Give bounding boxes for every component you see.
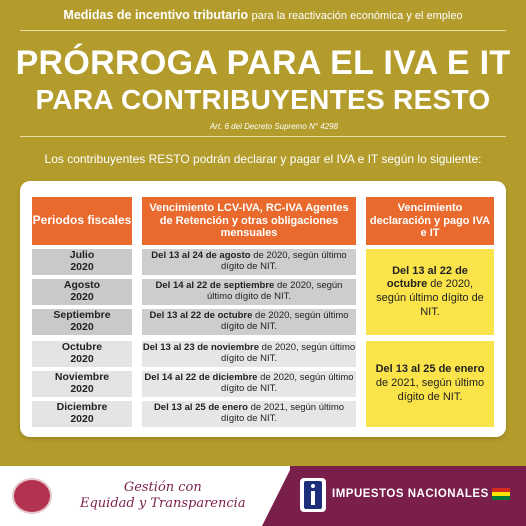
- period-month: Octubre: [61, 341, 103, 354]
- period-cell: [32, 309, 132, 335]
- schedule-table: [20, 181, 506, 437]
- due-date-cell: [142, 401, 356, 427]
- declaration-deadline: [366, 341, 494, 427]
- decree-reference: Art. 6 del Decreto Supremo N° 4298: [209, 122, 338, 131]
- declaration-deadline: [366, 249, 494, 335]
- header-sub: para la reactivación económica y el empleo: [251, 10, 463, 22]
- due-date-bold: Del 14 al 22 de septiembre: [155, 280, 275, 292]
- period-month: Diciembre: [56, 401, 108, 414]
- period-cell: [32, 279, 132, 305]
- impuestos-logo-icon: [300, 478, 326, 512]
- due-date-rest: de 2020, según último dígito de NIT.: [221, 250, 347, 272]
- period-year: 2020: [70, 383, 94, 395]
- due-date-rest: de 2021, según último dígito de NIT.: [221, 402, 345, 424]
- due-date-bold: Del 13 al 23 de noviembre: [142, 342, 260, 354]
- period-year: 2020: [70, 321, 94, 333]
- period-cell: [32, 371, 132, 397]
- divider-middle: [20, 136, 506, 137]
- period-cell: [32, 249, 132, 275]
- period-year: 2020: [70, 353, 94, 365]
- declaration-bold: Del 13 al 25 de enero: [375, 363, 485, 376]
- due-date-bold: Del 13 al 24 de agosto: [151, 250, 251, 262]
- period-month: Noviembre: [54, 371, 110, 384]
- due-date-cell: [142, 249, 356, 275]
- gestion-slogan: [80, 480, 246, 511]
- period-year: 2020: [70, 413, 94, 425]
- period-cell: [32, 401, 132, 427]
- declaration-rest: de 2020, según último dígito de NIT.: [376, 278, 484, 318]
- bolivia-flag-icon: [492, 488, 510, 500]
- due-date-rest: de 2020, según último dígito de NIT.: [221, 342, 356, 364]
- due-date-rest: de 2020, según último dígito de NIT.: [221, 372, 354, 394]
- due-date-cell: [142, 341, 356, 367]
- footer: [0, 466, 526, 526]
- declaration-rest: de 2021, según último dígito de NIT.: [375, 377, 485, 403]
- due-date-rest: de 2020, según último dígito de NIT.: [221, 310, 349, 332]
- due-date-bold: Del 13 al 25 de enero: [153, 402, 248, 414]
- institution-seal-icon: [12, 478, 52, 514]
- period-month: Julio: [69, 249, 95, 262]
- footer-diagonal: [262, 466, 292, 526]
- period-year: 2020: [70, 261, 94, 273]
- header-periodos: Periodos fiscales: [32, 197, 132, 245]
- period-month: Septiembre: [53, 309, 111, 322]
- due-date-cell: [142, 279, 356, 305]
- period-month: Agosto: [63, 279, 101, 292]
- title-line-1: PRÓRROGA PARA EL IVA E IT: [15, 44, 511, 82]
- header-vencimiento: Vencimiento LCV-IVA, RC-IVA Agentes de Retención y otras obligaciones mensuales: [142, 197, 356, 245]
- gestion-line-2: Equidad y Transparencia: [80, 495, 246, 511]
- title-line-2: PARA CONTRIBUYENTES RESTO: [35, 84, 491, 115]
- header-line: [0, 8, 526, 22]
- header-bold: Medidas de incentivo tributario: [63, 8, 249, 22]
- divider-top: [20, 30, 506, 31]
- due-date-bold: Del 14 al 22 de diciembre: [144, 372, 258, 384]
- declaration-bold: Del 13 al 22 de octubre: [386, 264, 468, 291]
- due-date-cell: [142, 309, 356, 335]
- header-declaracion: Vencimiento declaración y pago IVA e IT: [366, 197, 494, 245]
- period-cell: [32, 341, 132, 367]
- gestion-line-1: Gestión con: [123, 480, 202, 495]
- period-year: 2020: [70, 291, 94, 303]
- due-date-bold: Del 13 al 22 de octubre: [149, 310, 253, 322]
- intro-text: Los contribuyentes RESTO podrán declarar y pagar el IVA e IT según lo siguiente:: [44, 152, 482, 166]
- due-date-rest: de 2020, según último dígito de NIT.: [207, 280, 343, 302]
- due-date-cell: [142, 371, 356, 397]
- brand-name: IMPUESTOS NACIONALES: [332, 488, 489, 500]
